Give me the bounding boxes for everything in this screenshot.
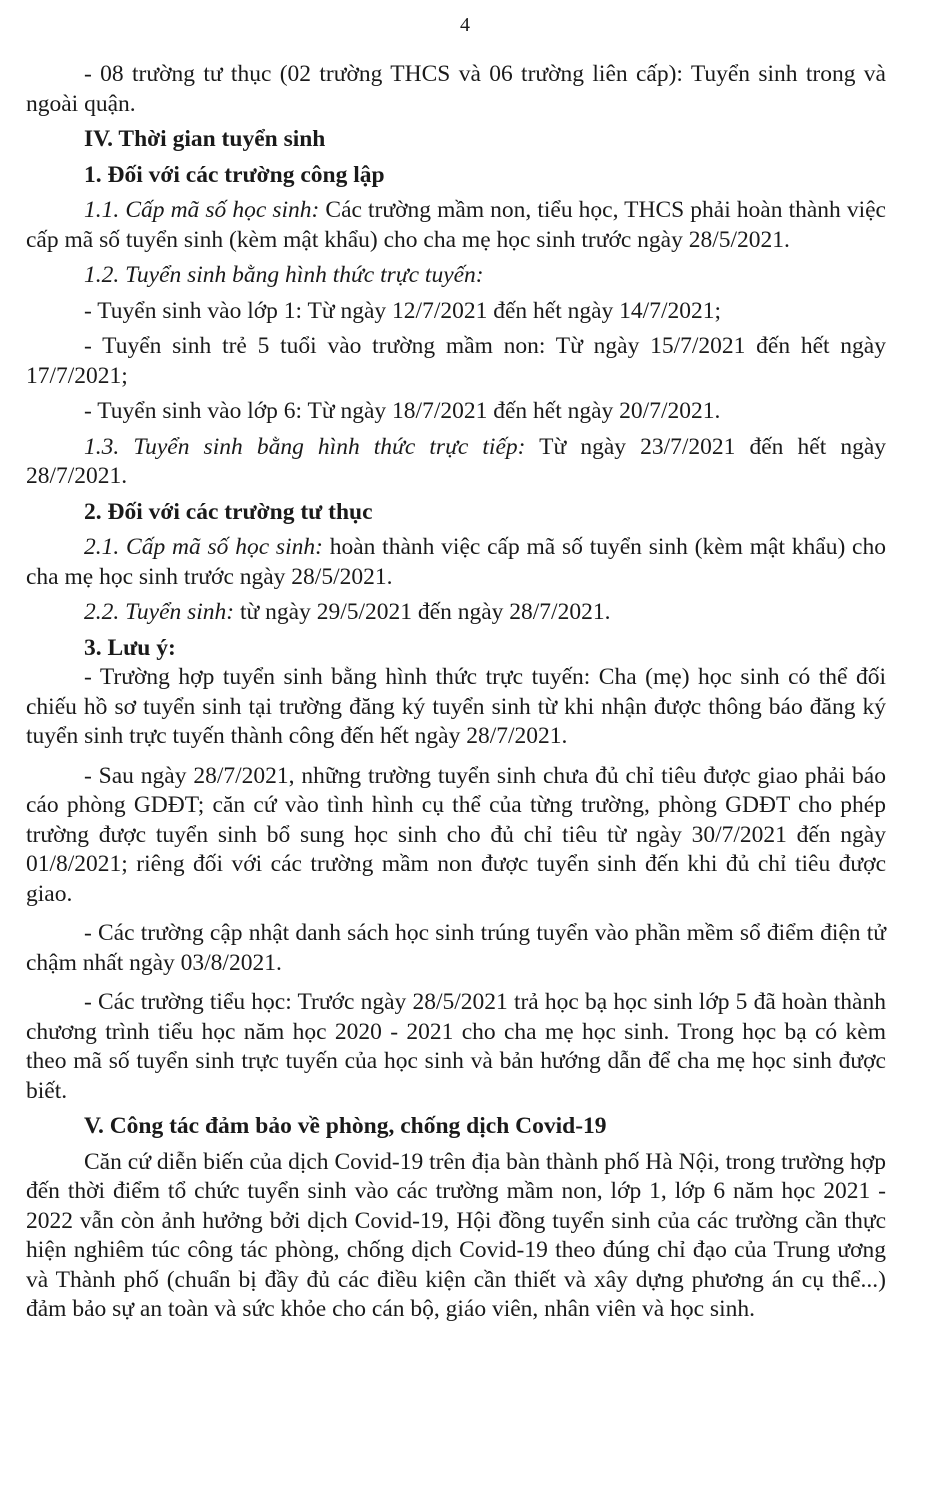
label-2-2: 2.2. Tuyển sinh:: [84, 599, 235, 625]
note-primary-schools: - Các trường tiểu học: Trước ngày 28/5/2021 trả học bạ học sinh lớp 5 đã hoàn thành chương trình tiểu học năm học 2020 - 2021 cho cha mẹ học sinh. Trong học bạ có kèm theo mã số tuyển sinh trực tuyến của học sinh và bản hướng dẫn để cha mẹ học sinh được biết.: [26, 989, 886, 1104]
paragraph-private-schools: - 08 trường tư thục (02 trường THCS và 06 trường liên cấp): Tuyển sinh trong và ngoài quận.: [26, 61, 886, 117]
text-2-2: từ ngày 29/5/2021 đến ngày 28/7/2021.: [234, 599, 611, 625]
note-supplementary-enrollment: - Sau ngày 28/7/2021, những trường tuyển sinh chưa đủ chỉ tiêu được giao phải báo cáo phòng GDĐT; căn cứ vào tình hình cụ thể của từng trường, phòng GDĐT cho phép trường được tuyển sinh bổ sung học sinh cho đủ chỉ tiêu từ ngày 30/7/2021 đến ngày 01/8/2021; riêng đối với các trường mầm non được tuyển sinh đến khi đủ chỉ tiêu được giao.: [26, 762, 886, 907]
paragraph-2-2: [26, 598, 886, 628]
page-number: 4: [460, 14, 470, 36]
paragraph-1-1: [26, 196, 886, 255]
item-grade-1: - Tuyển sinh vào lớp 1: Từ ngày 12/7/2021 đến hết ngày 14/7/2021;: [84, 297, 722, 324]
heading-notes: 3. Lưu ý:: [84, 634, 176, 661]
label-2-1: 2.1. Cấp mã số học sinh:: [84, 534, 323, 560]
text-1-1: Các trường mầm non, tiểu học, THCS phải hoàn thành việc cấp mã số tuyển sinh (kèm mật khẩu) cho cha mẹ học sinh trước ngày 28/5/2021.: [26, 197, 886, 253]
heading-public-schools: 1. Đối với các trường công lập: [84, 161, 385, 188]
label-1-3: 1.3. Tuyển sinh bằng hình thức trực tiếp:: [84, 433, 526, 460]
item-preschool: - Tuyển sinh trẻ 5 tuổi vào trường mầm non: Từ ngày 15/7/2021 đến hết ngày 17/7/2021;: [26, 333, 886, 389]
paragraph-1-2: [26, 261, 886, 291]
note-update-software: - Các trường cập nhật danh sách học sinh trúng tuyển vào phần mềm sổ điểm điện tử chậm nhất ngày 03/8/2021.: [26, 920, 886, 976]
label-1-1: 1.1. Cấp mã số học sinh:: [84, 197, 320, 223]
heading-section-iv: IV. Thời gian tuyển sinh: [84, 126, 326, 152]
note-online-registration: - Trường hợp tuyển sinh bằng hình thức trực tuyến: Cha (mẹ) học sinh có thể đối chiếu hồ sơ tuyển sinh tại trường đăng ký tuyển sinh từ khi nhận được thông báo đăng ký tuyển sinh trực tuyến thành công đến hết ngày 28/7/2021.: [26, 664, 886, 749]
label-1-2: 1.2. Tuyển sinh bằng hình thức trực tuyến:: [84, 262, 484, 288]
item-grade-6: - Tuyển sinh vào lớp 6: Từ ngày 18/7/2021 đến hết ngày 20/7/2021.: [84, 398, 721, 424]
document-body: [26, 60, 886, 1325]
text-1-3: Từ ngày 23/7/2021 đến hết ngày 28/7/2021.: [26, 433, 886, 489]
text-2-1: hoàn thành việc cấp mã số tuyển sinh (kèm mật khẩu) cho cha mẹ học sinh trước ngày 28/5/2021.: [26, 534, 886, 590]
heading-private-schools: 2. Đối với các trường tư thục: [84, 498, 373, 525]
paragraph-covid: Căn cứ diễn biến của dịch Covid-19 trên địa bàn thành phố Hà Nội, trong trường hợp đến thời điểm tổ chức tuyển sinh vào các trường mầm non, lớp 1, lớp 6 năm học 2021 - 2022 vẫn còn ảnh hưởng bởi dịch Covid-19, Hội đồng tuyển sinh của các trường cần thực hiện nghiêm túc công tác phòng, chống dịch Covid-19 theo đúng chỉ đạo của Trung ương và Thành phố (chuẩn bị đầy đủ các điều kiện cần thiết và xây dựng phương án cụ thể...) đảm bảo sự an toàn và sức khỏe cho cán bộ, giáo viên, nhân viên và học sinh.: [26, 1148, 886, 1322]
paragraph-1-3: [26, 433, 886, 492]
heading-section-v: V. Công tác đảm bảo về phòng, chống dịch Covid-19: [84, 1113, 607, 1139]
paragraph-2-1: [26, 533, 886, 592]
